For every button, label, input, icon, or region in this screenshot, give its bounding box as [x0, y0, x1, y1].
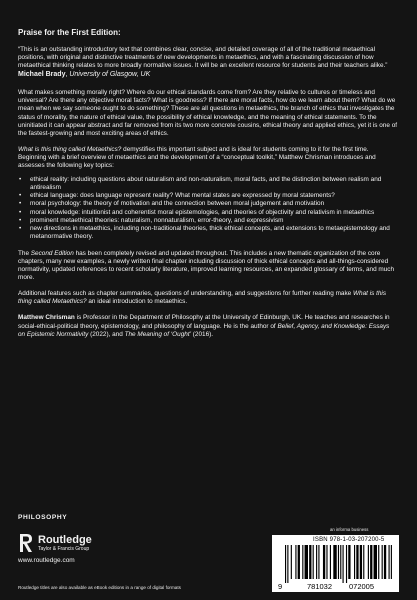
list-item: • ethical language: does language represent reality? What mental states are expressed by moral statements? — [18, 192, 398, 200]
barcode-bar — [389, 545, 390, 579]
barcode-bar — [391, 545, 392, 579]
edition-paragraph — [18, 250, 398, 282]
bio-book-2: The Meaning of ‘Ought’ — [124, 330, 192, 338]
barcode-bar — [298, 545, 300, 579]
barcode-bar — [343, 545, 344, 583]
features-lead: Additional features such as chapter summaries, questions of understanding, and suggestions for further reading make — [18, 290, 353, 298]
edition-lead: The — [18, 249, 31, 257]
barcode-bar — [368, 545, 369, 579]
bio-text: is Professor in the Department of Philosophy at the University of Edinburgh, UK. He teaches and researches in social-ethical-political theory, epistemology, and philosophy of language. He is the author of — [18, 314, 390, 330]
praise-quote: “This is an outstanding introductory text that combines clear, concise, and detailed coverage of all of the traditional metaethical positions, with original and distinctive treatments of new developments in metaethics, and with a fascinating discussion of how metaethical thinking relates to more broadly normative issues. It will be an excellent resource for students and their teachers alike.” — [18, 46, 388, 70]
list-item: • moral knowledge: intuitionist and coherentist moral epistemologies, and theories of objectivity and relativism in metaethics — [18, 209, 398, 217]
bio-text: (2022), and — [88, 330, 125, 338]
features-paragraph — [18, 290, 398, 306]
barcode-bar — [295, 545, 296, 579]
ebook-note: Routledge titles are also available as eBook editions in a range of digital formats — [18, 585, 181, 590]
barcode-bar — [338, 545, 339, 579]
barcode-bar — [354, 545, 355, 579]
barcode-bar — [356, 545, 358, 579]
publisher-logo — [18, 532, 168, 554]
author-name: Matthew Chrisman — [18, 314, 75, 322]
barcode-bar — [291, 545, 292, 579]
isbn-barcode — [272, 535, 399, 592]
list-item: • new directions in metaethics, including non-traditional theories, thick ethical concepts, and extensions to metaepistemology and metanormative theory. — [18, 225, 398, 241]
barcode-bar — [285, 545, 286, 583]
barcode-bar — [370, 545, 372, 579]
routledge-logo-icon — [18, 532, 34, 554]
barcode-bar — [346, 545, 347, 583]
barcode-bar — [330, 545, 331, 579]
intro-paragraph: What makes something morally right? Where do our ethical standards come from? Are they relative to cultures or timeless and universal? Are there any objective moral facts? What is goodness? If there are moral facts, how do we learn about them? What do we mean when we say someone ought to do something? These are all questions in metaethics, the branch of ethics that investigates the status of morality, the nature of ethical value, the possibility of ethical knowledge, and the meaning of ethical statements. To the uninitiated it can appear abstract and far removed from its two more concrete cousins, ethical theory and applied ethics, yet it is one of the fastest-growing and most exciting areas of ethics. — [18, 89, 398, 137]
list-item: • moral psychology: the theory of motivation and the connection between moral judgement and motivation — [18, 200, 398, 208]
quote-author-affiliation: University of Glasgow, UK — [69, 71, 151, 79]
edition-italic: Second Edition — [30, 249, 74, 257]
barcode-bar — [360, 545, 362, 579]
barcode-icon — [277, 545, 394, 591]
publisher-block — [18, 532, 168, 564]
barcode-bar — [305, 545, 308, 579]
publisher-name: Routledge — [38, 533, 92, 546]
barcode-bar — [287, 545, 288, 583]
book-title-italic: What is this thing called Metaethics? — [18, 145, 122, 153]
barcode-bar — [382, 545, 383, 579]
publisher-group: Taylor & Francis Group — [38, 545, 90, 552]
publisher-website: www.routledge.com — [18, 557, 75, 564]
back-cover-text — [18, 28, 398, 339]
informa-tagline: an informa business — [330, 527, 369, 532]
barcode-bar — [323, 545, 325, 579]
features-italic: What is this thing called Metaethics? — [18, 290, 387, 306]
quote-attribution: Michael Brady, University of Glasgow, UK — [18, 71, 151, 79]
list-item: • ethical reality: including questions about naturalism and non-naturalism, moral facts, and the distinction between realism and antirealism — [18, 176, 398, 192]
barcode-bar — [333, 545, 336, 579]
author-bio — [18, 314, 398, 338]
barcode-digits: 9 — [278, 582, 283, 591]
barcode-bar — [340, 545, 341, 579]
barcode-bar — [378, 545, 379, 579]
edition-text: has been completely revised and updated throughout. This includes a new thematic organization of the core chapters, many new examples, a newly written final chapter including discussion of thick ethical concepts and all-things-considered normativity, updated references to recent scholarly literature, improved learning resources, an expanded glossary of terms, and much more. — [18, 249, 395, 282]
isbn-label: ISBN 978-1-03-207200-5 — [313, 537, 385, 543]
features-text: an ideal introduction to metaethics. — [86, 298, 188, 306]
bio-text: (2016). — [191, 330, 214, 338]
barcode-bar — [316, 545, 317, 579]
barcode-bar — [363, 545, 364, 579]
bio-book-1: Belief, Agency, and Knowledge: Essays on Epistemic Normativity — [18, 322, 390, 338]
quote-author-name: Michael Brady — [18, 71, 66, 79]
praise-heading: Praise for the First Edition: — [18, 28, 121, 37]
topics-list — [18, 176, 398, 241]
barcode-bar — [302, 545, 303, 579]
list-item: • prominent metaethical theories: naturalism, nonnaturalism, error-theory, and expressivism — [18, 217, 398, 225]
barcode-bar — [374, 545, 377, 579]
barcode-bar — [326, 545, 327, 579]
barcode-bar — [384, 545, 386, 579]
barcode-bar — [318, 545, 319, 579]
barcode-digits: 781032 — [307, 582, 333, 591]
description-paragraph — [18, 146, 398, 170]
barcode-bar — [348, 545, 350, 579]
description-text: demystifies this important subject and is ideal for students coming to it for the first time. Beginning with a brief overview of metaethics and the development of a “conceptual toolkit,” Matthew Chrisman introduces and assesses the following key topics: — [18, 145, 376, 170]
barcode-bar — [309, 545, 311, 579]
barcode-digits: 072005 — [349, 582, 375, 591]
subject-category: PHILOSOPHY — [18, 514, 68, 521]
barcode-bar — [313, 545, 314, 579]
